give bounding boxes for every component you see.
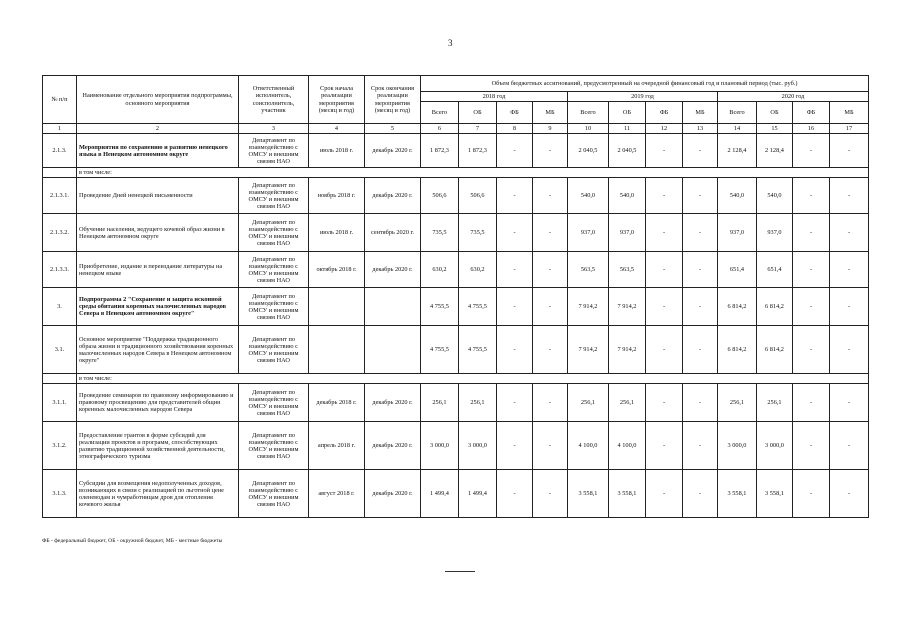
- header-sub-mb: МБ: [683, 102, 718, 124]
- row-value: -: [497, 470, 533, 518]
- row-value: 937,0: [609, 214, 646, 252]
- row-value: -: [497, 384, 533, 422]
- row-executor: Департамент по взаимодействию с ОМСУ и внешним связям НАО: [239, 422, 309, 470]
- table-subheading-row: [43, 168, 869, 178]
- row-value: 3 000,0: [421, 422, 459, 470]
- header-index-row: [43, 124, 869, 134]
- row-value: -: [533, 384, 568, 422]
- row-value: 6 814,2: [718, 326, 757, 374]
- table-subheading-row: [43, 374, 869, 384]
- row-value: 2 040,5: [568, 134, 609, 168]
- row-value: -: [793, 422, 830, 470]
- header-index-cell: 4: [309, 124, 365, 134]
- row-value: 2 128,4: [718, 134, 757, 168]
- table-row: [43, 214, 869, 252]
- row-value: -: [533, 288, 568, 326]
- header-index-cell: 3: [239, 124, 309, 134]
- row-value: 540,0: [568, 178, 609, 214]
- row-end: декабрь 2020 г.: [365, 384, 421, 422]
- row-executor: Департамент по взаимодействию с ОМСУ и внешним связям НАО: [239, 178, 309, 214]
- row-start: октябрь 2018 г.: [309, 252, 365, 288]
- header-index-cell: 8: [497, 124, 533, 134]
- header-sub-total: Всего: [568, 102, 609, 124]
- row-executor: Департамент по взаимодействию с ОМСУ и внешним связям НАО: [239, 252, 309, 288]
- row-num: 3.1.3.: [43, 470, 77, 518]
- header-sub-ob: ОБ: [459, 102, 497, 124]
- row-value: -: [497, 178, 533, 214]
- row-end: декабрь 2020 г.: [365, 134, 421, 168]
- row-executor: Департамент по взаимодействию с ОМСУ и внешним связям НАО: [239, 384, 309, 422]
- row-value: 2 128,4: [757, 134, 793, 168]
- row-value: 3 000,0: [459, 422, 497, 470]
- row-value: -: [793, 178, 830, 214]
- header-index-cell: 7: [459, 124, 497, 134]
- header-year-2019: 2019 год: [568, 92, 718, 102]
- row-value: -: [683, 252, 718, 288]
- row-value: -: [497, 326, 533, 374]
- row-end: сентябрь 2020 г.: [365, 214, 421, 252]
- row-value: 3 558,1: [718, 470, 757, 518]
- row-value: 1 499,4: [421, 470, 459, 518]
- row-value: -: [830, 134, 869, 168]
- table-row: [43, 422, 869, 470]
- header-num: № п/п: [43, 76, 77, 124]
- row-value: 4 755,5: [421, 326, 459, 374]
- row-start: декабрь 2018 г.: [309, 384, 365, 422]
- row-subheading: в том числе:: [77, 374, 869, 384]
- row-start: ноябрь 2018 г.: [309, 178, 365, 214]
- row-value: -: [793, 252, 830, 288]
- row-num-cell: [43, 168, 77, 178]
- row-value: -: [497, 252, 533, 288]
- row-value: -: [793, 214, 830, 252]
- row-value: 651,4: [757, 252, 793, 288]
- row-value: 256,1: [568, 384, 609, 422]
- row-start: август 2018 г.: [309, 470, 365, 518]
- row-value: -: [533, 178, 568, 214]
- row-value: 6 814,2: [757, 326, 793, 374]
- row-value: 735,5: [459, 214, 497, 252]
- header-year-2018: 2018 год: [421, 92, 568, 102]
- row-start: [309, 288, 365, 326]
- row-value: -: [793, 384, 830, 422]
- row-value: -: [533, 134, 568, 168]
- row-end: декабрь 2020 г.: [365, 178, 421, 214]
- row-end: декабрь 2020 г.: [365, 422, 421, 470]
- row-value: -: [683, 178, 718, 214]
- row-executor: Департамент по взаимодействию с ОМСУ и внешним связям НАО: [239, 288, 309, 326]
- row-end: декабрь 2020 г.: [365, 252, 421, 288]
- row-value: 7 914,2: [568, 326, 609, 374]
- row-value: 7 914,2: [568, 288, 609, 326]
- row-value: 506,6: [459, 178, 497, 214]
- row-value: -: [683, 214, 718, 252]
- table-row: [43, 288, 869, 326]
- table-row: [43, 470, 869, 518]
- row-executor: Департамент по взаимодействию с ОМСУ и внешним связям НАО: [239, 214, 309, 252]
- row-num: 2.1.3.3.: [43, 252, 77, 288]
- row-value: -: [683, 422, 718, 470]
- row-value: 3 558,1: [757, 470, 793, 518]
- row-value: 4 755,5: [421, 288, 459, 326]
- header-year-2020: 2020 год: [718, 92, 869, 102]
- row-value: -: [793, 288, 830, 326]
- row-value: 563,5: [568, 252, 609, 288]
- header-sub-fb: ФБ: [793, 102, 830, 124]
- row-value: -: [830, 422, 869, 470]
- table-row: [43, 326, 869, 374]
- row-value: -: [497, 214, 533, 252]
- row-value: 563,5: [609, 252, 646, 288]
- header-start: Срок начала реализации мероприятия (месяц и год): [309, 76, 365, 124]
- row-value: 256,1: [609, 384, 646, 422]
- header-index-cell: 16: [793, 124, 830, 134]
- header-end: Срок окончания реализации мероприятия (месяц и год): [365, 76, 421, 124]
- row-value: -: [793, 134, 830, 168]
- row-value: 2 040,5: [609, 134, 646, 168]
- row-name: Основное мероприятие "Поддержка традиционного образа жизни и традиционного хозяйствования коренных малочисленных народов Севера в Ненецком автономном округе": [77, 326, 239, 374]
- row-value: -: [497, 422, 533, 470]
- row-start: апрель 2018 г.: [309, 422, 365, 470]
- row-value: -: [830, 252, 869, 288]
- row-value: 3 558,1: [609, 470, 646, 518]
- row-start: [309, 326, 365, 374]
- footnote: ФБ - федеральный бюджет, ОБ - окружной бюджет, МБ - местные бюджеты: [42, 538, 223, 544]
- end-rule: [445, 571, 475, 572]
- budget-table: [42, 75, 869, 518]
- header-sub-mb: МБ: [533, 102, 568, 124]
- row-value: -: [830, 214, 869, 252]
- row-num: 3.1.: [43, 326, 77, 374]
- header-index-cell: 2: [77, 124, 239, 134]
- table-row: [43, 178, 869, 214]
- row-value: 1 499,4: [459, 470, 497, 518]
- row-num: 2.1.3.: [43, 134, 77, 168]
- header-budget: Объем бюджетных ассигнований, предусмотренный на очередной финансовый год и плановый период (тыс. руб.): [421, 76, 869, 92]
- row-value: -: [533, 214, 568, 252]
- table-row: [43, 384, 869, 422]
- header-index-cell: 10: [568, 124, 609, 134]
- table-row: [43, 134, 869, 168]
- row-value: -: [646, 134, 683, 168]
- row-num-cell: [43, 374, 77, 384]
- header-sub-total: Всего: [718, 102, 757, 124]
- row-end: [365, 326, 421, 374]
- row-num: 3.: [43, 288, 77, 326]
- row-value: -: [533, 470, 568, 518]
- row-value: 7 914,2: [609, 288, 646, 326]
- row-value: 540,0: [609, 178, 646, 214]
- row-name: Проведение Дней ненецкой письменности: [77, 178, 239, 214]
- header-index-cell: 14: [718, 124, 757, 134]
- row-value: 1 872,3: [459, 134, 497, 168]
- row-value: 256,1: [718, 384, 757, 422]
- header-sub-total: Всего: [421, 102, 459, 124]
- row-value: 6 814,2: [718, 288, 757, 326]
- table-body: [43, 134, 869, 518]
- row-name: Проведение семинаров по правовому информированию и правовому просвещению для представителей общин коренных малочисленных народов Севера: [77, 384, 239, 422]
- header-index-cell: 15: [757, 124, 793, 134]
- row-value: -: [830, 326, 869, 374]
- row-value: 506,6: [421, 178, 459, 214]
- row-start: июль 2018 г.: [309, 214, 365, 252]
- row-value: -: [646, 178, 683, 214]
- row-name: Приобретение, издание и переиздание литературы на ненецком языке: [77, 252, 239, 288]
- row-value: -: [683, 134, 718, 168]
- header-index-cell: 5: [365, 124, 421, 134]
- row-value: 540,0: [757, 178, 793, 214]
- row-end: декабрь 2020 г.: [365, 470, 421, 518]
- row-value: -: [830, 384, 869, 422]
- row-end: [365, 288, 421, 326]
- header-sub-mb: МБ: [830, 102, 869, 124]
- row-value: -: [830, 288, 869, 326]
- row-value: 735,5: [421, 214, 459, 252]
- row-value: -: [646, 288, 683, 326]
- row-value: -: [497, 288, 533, 326]
- page-number: 3: [448, 38, 453, 48]
- row-value: 4 755,5: [459, 288, 497, 326]
- row-value: 937,0: [718, 214, 757, 252]
- row-value: 4 100,0: [568, 422, 609, 470]
- row-value: -: [683, 384, 718, 422]
- row-value: -: [646, 214, 683, 252]
- row-value: 3 558,1: [568, 470, 609, 518]
- row-value: -: [533, 326, 568, 374]
- row-start: июль 2018 г.: [309, 134, 365, 168]
- row-value: 4 100,0: [609, 422, 646, 470]
- header-index-cell: 12: [646, 124, 683, 134]
- row-executor: Департамент по взаимодействию с ОМСУ и внешним связям НАО: [239, 134, 309, 168]
- row-name: Мероприятия по сохранению и развитию ненецкого языка в Ненецком автономном округе: [77, 134, 239, 168]
- row-executor: Департамент по взаимодействию с ОМСУ и внешним связям НАО: [239, 470, 309, 518]
- row-value: -: [683, 470, 718, 518]
- header-index-cell: 13: [683, 124, 718, 134]
- row-name: Субсидии для возмещения недополученных доходов, возникающих в связи с реализацией по льготной цене оленеводам и чумработницам дров для отопления кочевого жилья: [77, 470, 239, 518]
- row-executor: Департамент по взаимодействию с ОМСУ и внешним связям НАО: [239, 326, 309, 374]
- header-sub-ob: ОБ: [609, 102, 646, 124]
- row-value: -: [533, 252, 568, 288]
- row-value: -: [683, 326, 718, 374]
- row-num: 3.1.2.: [43, 422, 77, 470]
- row-value: 937,0: [757, 214, 793, 252]
- row-value: -: [533, 422, 568, 470]
- row-value: 3 000,0: [718, 422, 757, 470]
- row-value: 6 814,2: [757, 288, 793, 326]
- row-value: 256,1: [459, 384, 497, 422]
- row-name: Подпрограмма 2 "Сохранение и защита исконной среды обитания коренных малочисленных народов Севера в Ненецком автономном округе": [77, 288, 239, 326]
- row-value: 937,0: [568, 214, 609, 252]
- row-value: -: [683, 288, 718, 326]
- row-num: 2.1.3.2.: [43, 214, 77, 252]
- table-row: [43, 252, 869, 288]
- row-value: 651,4: [718, 252, 757, 288]
- row-num: 3.1.1.: [43, 384, 77, 422]
- row-value: -: [646, 326, 683, 374]
- header-index-cell: 17: [830, 124, 869, 134]
- row-value: 7 914,2: [609, 326, 646, 374]
- header-index-cell: 9: [533, 124, 568, 134]
- row-value: 3 000,0: [757, 422, 793, 470]
- header-index-cell: 6: [421, 124, 459, 134]
- row-num: 2.1.3.1.: [43, 178, 77, 214]
- row-value: 256,1: [421, 384, 459, 422]
- header-index-cell: 1: [43, 124, 77, 134]
- row-value: -: [646, 252, 683, 288]
- header-name: Наименование отдельного мероприятия подпрограммы, основного мероприятия: [77, 76, 239, 124]
- row-value: -: [497, 134, 533, 168]
- row-value: 256,1: [757, 384, 793, 422]
- header-sub-fb: ФБ: [497, 102, 533, 124]
- row-subheading: в том числе:: [77, 168, 869, 178]
- row-value: 630,2: [421, 252, 459, 288]
- header-sub-fb: ФБ: [646, 102, 683, 124]
- row-value: -: [646, 422, 683, 470]
- row-value: -: [830, 470, 869, 518]
- row-value: -: [793, 470, 830, 518]
- row-value: 540,0: [718, 178, 757, 214]
- header-index-cell: 11: [609, 124, 646, 134]
- row-name: Предоставление грантов в форме субсидий для реализации проектов и программ, способствующих развитию традиционной хозяйственной деятельности, этнографического туризма: [77, 422, 239, 470]
- header-executor: Ответственный исполнитель, соисполнитель, участник: [239, 76, 309, 124]
- row-value: -: [646, 470, 683, 518]
- row-name: Обучение населения, ведущего кочевой образ жизни в Ненецком автономном округе: [77, 214, 239, 252]
- row-value: -: [646, 384, 683, 422]
- row-value: 630,2: [459, 252, 497, 288]
- header-sub-ob: ОБ: [757, 102, 793, 124]
- row-value: 1 872,3: [421, 134, 459, 168]
- row-value: -: [793, 326, 830, 374]
- row-value: 4 755,5: [459, 326, 497, 374]
- row-value: -: [830, 178, 869, 214]
